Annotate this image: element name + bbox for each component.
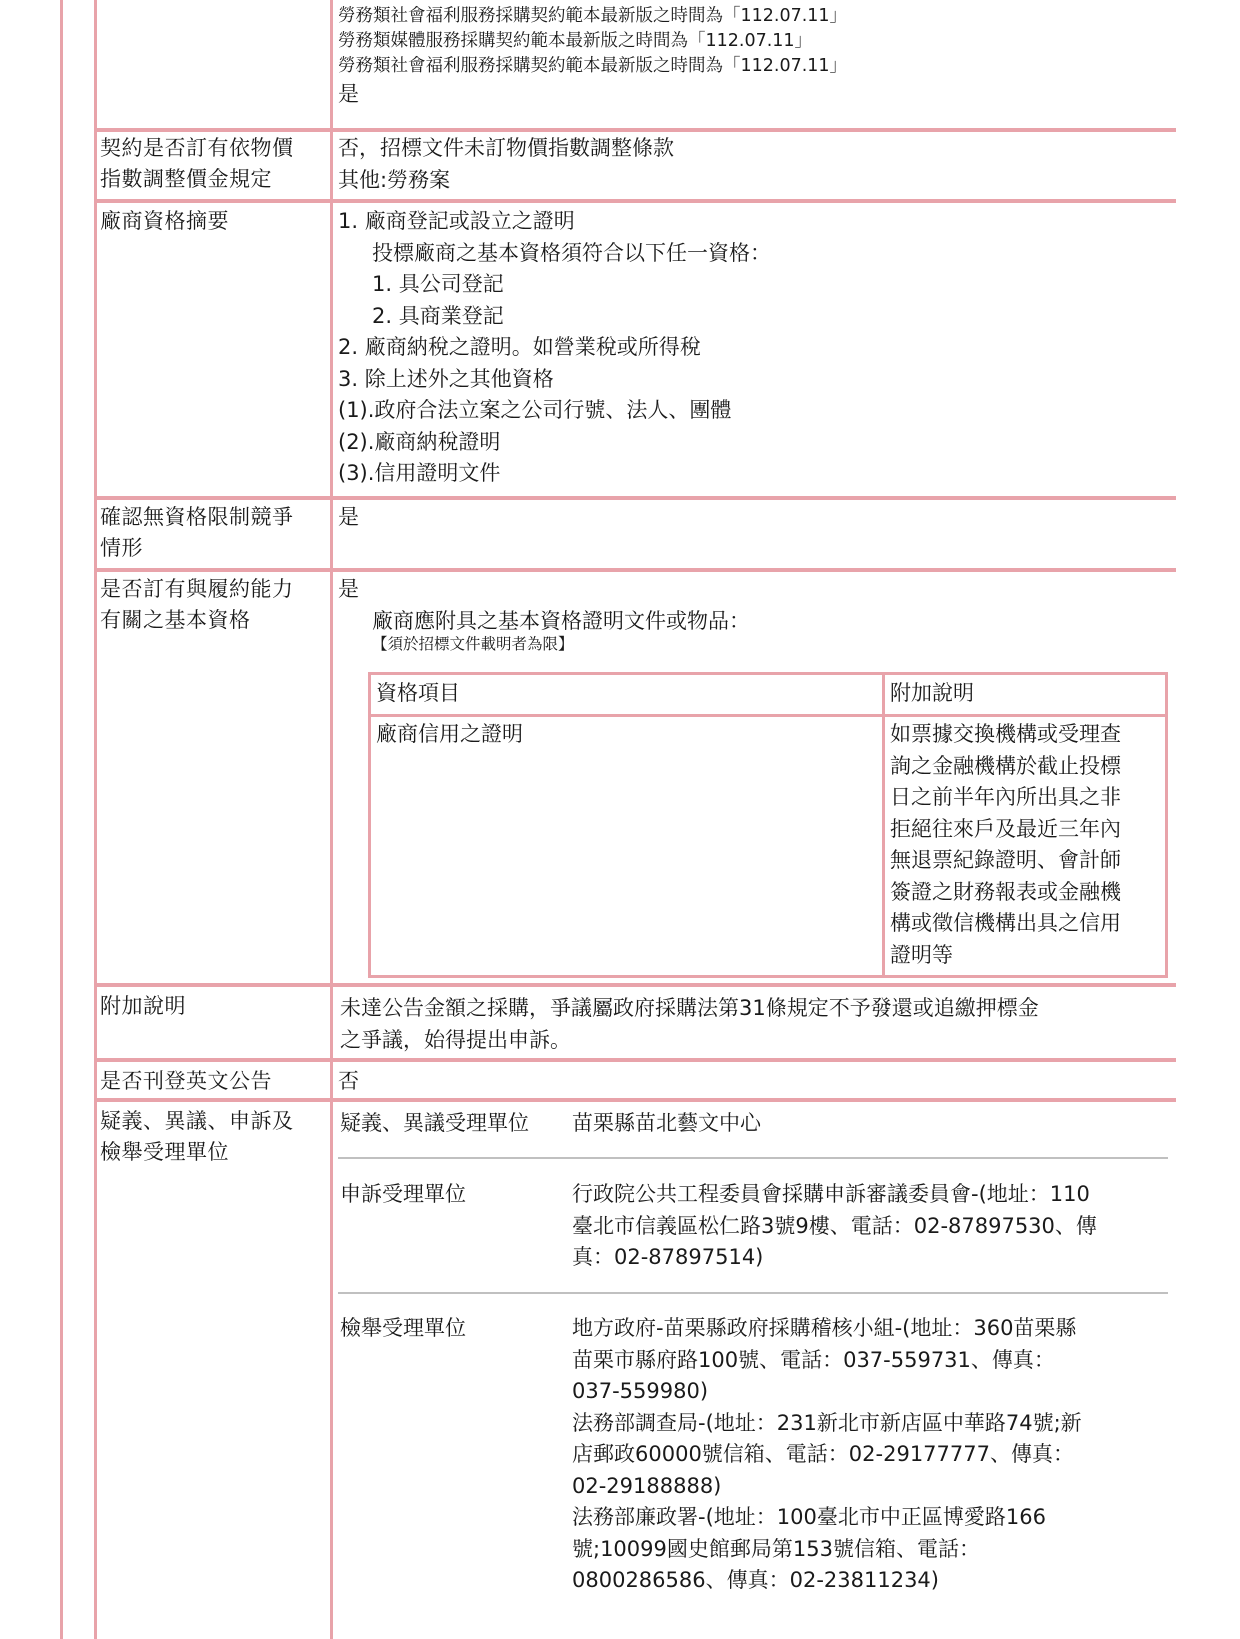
row-divider [94, 496, 1176, 500]
template-answer: 是 [338, 82, 359, 106]
english-notice-value: 否 [338, 1069, 359, 1093]
complaint-units-label: 疑義、異議、申訴及 檢舉受理單位 [100, 1109, 294, 1164]
doubt-unit-value: 苗栗縣苗北藝文中心 [572, 1111, 761, 1135]
basic-qualification-label: 是否訂有與履約能力 有關之基本資格 [100, 577, 294, 632]
column-divider [330, 0, 333, 1639]
report-unit-value: 地方政府-苗栗縣政府採購稽核小組-(地址：360苗栗縣 苗栗市縣府路100號、電話：037-559731、傳真： 037-559980) 法務部調查局-(地址：231新北市新店區中華路74號;新 店郵政60000號信箱、電話：02-29177777、傳真： 02-29188888) 法務部廉政署-(地址：100臺北市中正區博愛路166 號;10099國史館郵局第153號信箱、電話： 0800286586、傳真：02-23811234) [572, 1316, 1082, 1592]
row-divider [94, 128, 1176, 132]
english-notice-label: 是否刊登英文公告 [100, 1069, 272, 1093]
sub-divider [338, 1157, 1168, 1159]
qualification-table [368, 672, 1168, 978]
table-column-divider [882, 675, 885, 975]
sub-divider [338, 1292, 1168, 1294]
report-unit-label: 檢舉受理單位 [340, 1316, 466, 1340]
no-restriction-value: 是 [338, 505, 359, 529]
table-header-note: 附加說明 [890, 681, 974, 705]
appeal-unit-label: 申訴受理單位 [340, 1182, 466, 1206]
vendor-summary-value: 1. 廠商登記或設立之證明 投標廠商之基本資格須符合以下任一資格： 1. 具公司登記 2. 具商業登記 2. 廠商納稅之證明。如營業稅或所得稅 3. 除上述外之其他資格 (1).政府合法立案之公司行號、法人、團體 (2).廠商納稅證明 (3).信用證明文件 [338, 209, 771, 485]
row-divider [94, 1098, 1176, 1102]
row-divider [94, 568, 1176, 572]
row-divider [94, 199, 1176, 203]
vendor-summary-label: 廠商資格摘要 [100, 209, 229, 233]
doubt-unit-label: 疑義、異議受理單位 [340, 1111, 529, 1135]
template-date-line: 勞務類社會福利服務採購契約範本最新版之時間為「112.07.11」 [338, 6, 848, 26]
table-header-item: 資格項目 [376, 681, 460, 705]
template-date-line: 勞務類社會福利服務採購契約範本最新版之時間為「112.07.11」 [338, 56, 848, 76]
additional-note-label: 附加說明 [100, 994, 186, 1018]
row-divider [94, 983, 1176, 987]
outer-border-line [60, 0, 63, 1639]
template-date-line: 勞務類媒體服務採購契約範本最新版之時間為「112.07.11」 [338, 31, 813, 51]
appeal-unit-value: 行政院公共工程委員會採購申訴審議委員會-(地址：110 臺北市信義區松仁路3號9樓、電話：02-87897530、傳 真：02-87897514) [572, 1182, 1097, 1269]
additional-note-value: 未達公告金額之採購，爭議屬政府採購法第31條規定不予發還或追繳押標金 之爭議，始得提出申訴。 [340, 996, 1039, 1052]
price-index-value: 否，招標文件未訂物價指數調整條款 其他:勞務案 [338, 136, 674, 192]
no-restriction-label: 確認無資格限制競爭 情形 [100, 505, 294, 560]
table-cell-item: 廠商信用之證明 [376, 722, 523, 746]
basic-qualification-value: 是 廠商應附具之基本資格證明文件或物品： 【須於招標文件載明者為限】 [338, 577, 750, 653]
table-header-divider [371, 714, 1165, 717]
row-divider [94, 1058, 1176, 1062]
price-index-label: 契約是否訂有依物價 指數調整價金規定 [100, 136, 294, 191]
contract-template-dates [338, 4, 1168, 109]
table-cell-desc: 如票據交換機構或受理查 詢之金融機構於截止投標 日之前半年內所出具之非 拒絕往來戶及最近三年內 無退票紀錄證明、會計師 簽證之財務報表或金融機 構或徵信機構出具之信用 證明等 [890, 722, 1121, 967]
table-left-border [94, 0, 97, 1639]
